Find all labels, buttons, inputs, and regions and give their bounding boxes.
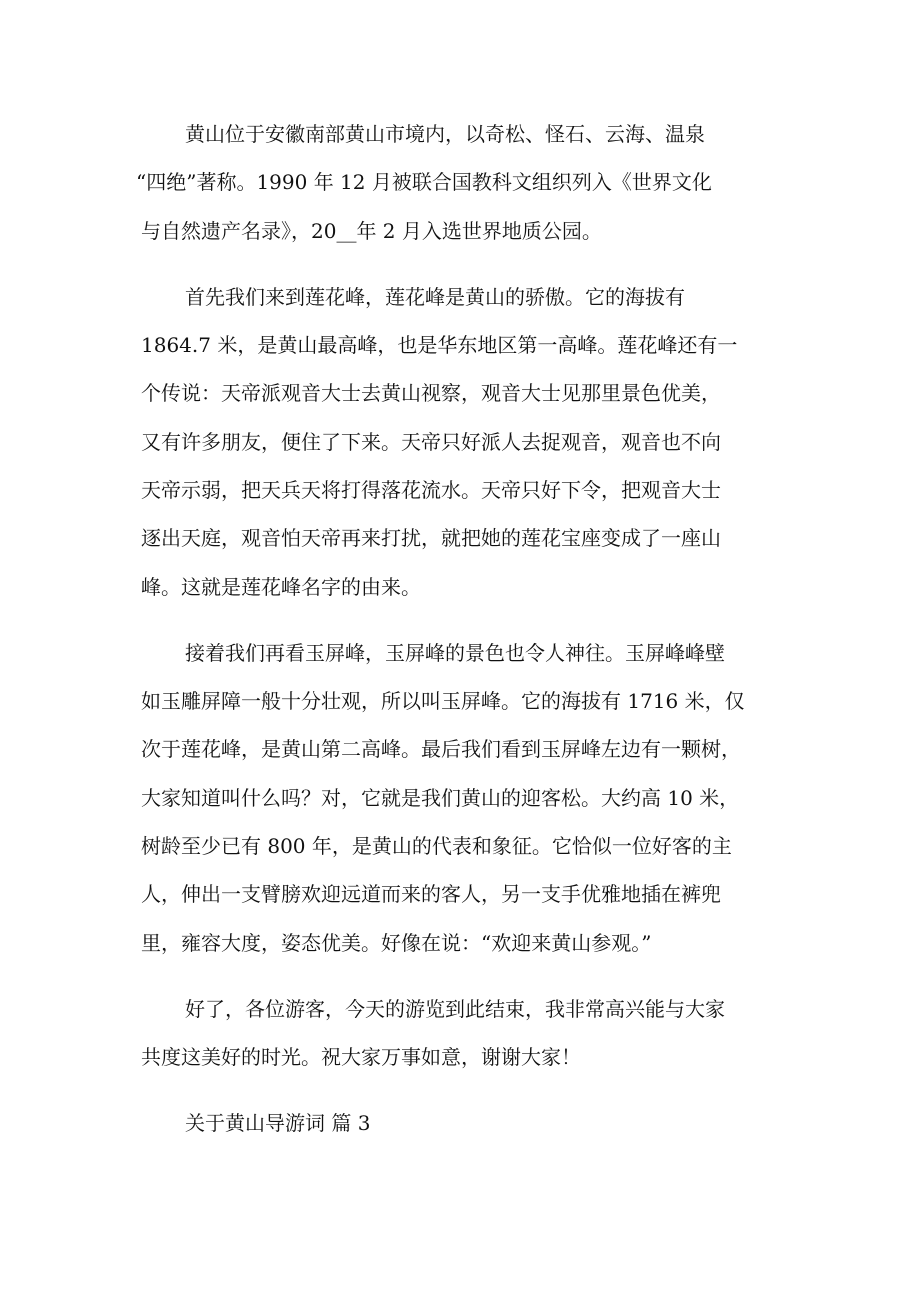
paragraph-2-line-5: 天帝示弱，把天兵天将打得落花流水。天帝只好下令，把观音大士 [141,478,721,502]
paragraph-3-line-4: 大家知道叫什么吗？对，它就是我们黄山的迎客松。大约高 10 米， [141,786,740,810]
paragraph-1-line-2: “四绝”著称。1990 年 12 月被联合国教科文组织列入《世界文化 [136,170,712,194]
paragraph-2-line-3: 个传说：天帝派观音大士去黄山视察，观音大士见那里景色优美， [141,381,721,405]
paragraph-2-line-2: 1864.7 米，是黄山最高峰，也是华东地区第一高峰。莲花峰还有一 [141,333,738,357]
paragraph-1-line-1: 黄山位于安徽南部黄山市境内，以奇松、怪石、云海、温泉 [185,122,705,146]
paragraph-2-line-7: 峰。这就是莲花峰名字的由来。 [141,575,421,599]
paragraph-2-line-4: 又有许多朋友，便住了下来。天帝只好派人去捉观音，观音也不向 [141,430,721,454]
paragraph-3-line-1: 接着我们再看玉屏峰，玉屏峰的景色也令人神往。玉屏峰峰壁 [185,641,725,665]
section-heading: 关于黄山导游词 篇 3 [185,1111,371,1135]
paragraph-3-line-3: 次于莲花峰，是黄山第二高峰。最后我们看到玉屏峰左边有一颗树， [141,737,741,761]
paragraph-4-line-1: 好了，各位游客，今天的游览到此结束，我非常高兴能与大家 [185,997,725,1021]
paragraph-3-line-6: 人，伸出一支臂膀欢迎远道而来的客人，另一支手优雅地插在裤兜 [141,882,721,906]
paragraph-2-line-1: 首先我们来到莲花峰，莲花峰是黄山的骄傲。它的海拔有 [185,285,685,309]
paragraph-3-line-7: 里，雍容大度，姿态优美。好像在说：“欢迎来黄山参观。” [141,931,652,955]
paragraph-2-line-6: 逐出天庭，观音怕天帝再来打扰，就把她的莲花宝座变成了一座山 [141,526,721,550]
paragraph-3-line-5: 树龄至少已有 800 年，是黄山的代表和象征。它恰似一位好客的主 [141,834,732,858]
paragraph-1-line-3: 与自然遗产名录》，20__年 2 月入选世界地质公园。 [141,219,602,243]
paragraph-4-line-2: 共度这美好的时光。祝大家万事如意，谢谢大家！ [141,1045,581,1069]
paragraph-3-line-2: 如玉雕屏障一般十分壮观，所以叫玉屏峰。它的海拔有 1716 米，仅 [141,689,745,713]
